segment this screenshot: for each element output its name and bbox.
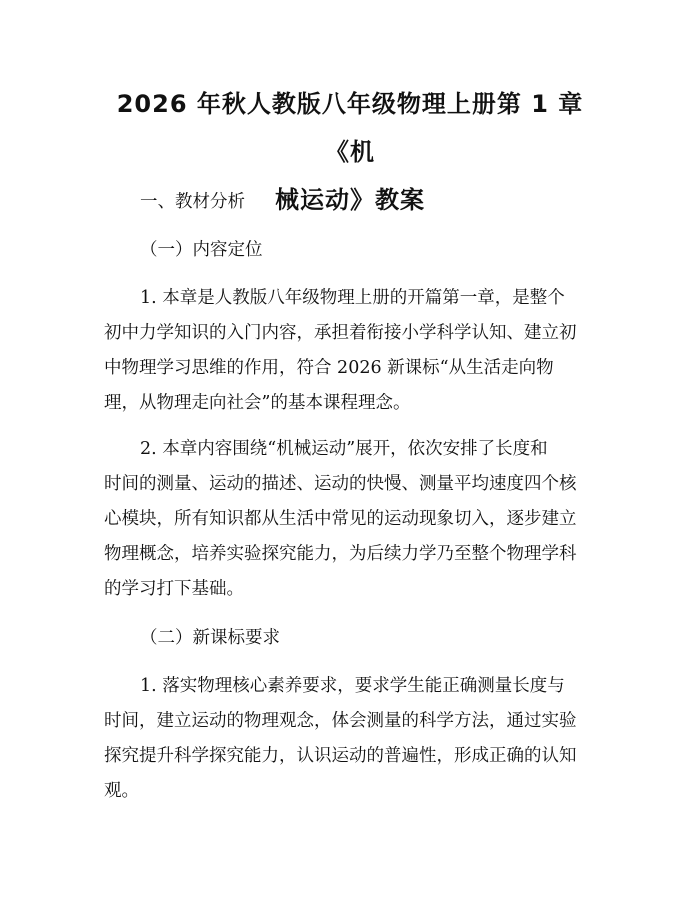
paragraph-line: 初中力学知识的入门内容，承担着衔接小学科学认知、建立初 (104, 323, 577, 343)
paragraph-line: 物理概念，培养实验探究能力，为后续力学乃至整个物理学科 (104, 544, 577, 564)
paragraph-line: 时间的测量、运动的描述、运动的快慢、测量平均速度四个核 (104, 474, 577, 494)
paragraph-line: 理，从物理走向社会”的基本课程理念。 (104, 393, 411, 413)
paragraph-line: 中物理学习思维的作用，符合 2026 新课标“从生活走向物 (104, 358, 554, 378)
paragraph-line: 的学习打下基础。 (104, 579, 244, 599)
paragraph-line: 心模块，所有知识都从生活中常见的运动现象切入，逐步建立 (104, 509, 577, 529)
title-line-2: 械运动》教案 (275, 186, 425, 214)
title-line-1: 2026 年秋人教版八年级物理上册第 1 章《机 (116, 90, 584, 166)
paragraph-line: 时间，建立运动的物理观念，体会测量的科学方法，通过实验 (104, 711, 577, 731)
paragraph-line: 探究提升科学探究能力，认识运动的普遍性，形成正确的认知 (104, 746, 577, 766)
subsection-heading-content-positioning: （一）内容定位 (140, 240, 263, 260)
paragraph-line: 2. 本章内容围绕“机械运动”展开，依次安排了长度和 (140, 439, 548, 459)
subsection-heading-curriculum-requirements: （二）新课标要求 (140, 628, 280, 648)
section-heading-textbook-analysis: 一、教材分析 (140, 192, 245, 212)
paragraph-line: 观。 (104, 781, 139, 801)
paragraph-line: 1. 落实物理核心素养要求，要求学生能正确测量长度与 (140, 676, 565, 696)
paragraph-line: 1. 本章是人教版八年级物理上册的开篇第一章，是整个 (140, 288, 565, 308)
